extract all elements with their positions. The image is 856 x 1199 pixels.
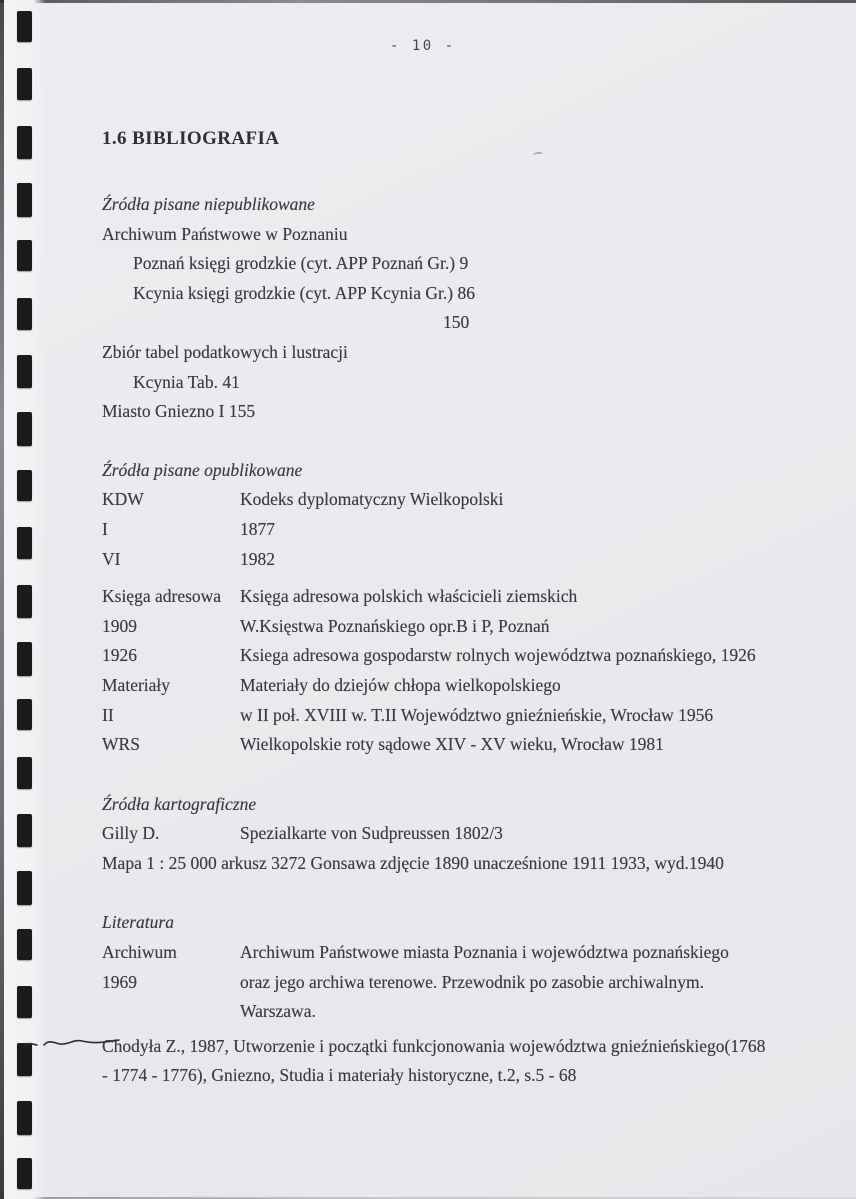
- bibliography-content: [102, 128, 818, 1091]
- bib-abbr: Gilly D.: [102, 823, 160, 844]
- bib-desc: Wielkopolskie roty sądowe XIV - XV wieku, Wrocław 1981: [240, 734, 664, 755]
- page-title: 1.6 BIBLIOGRAFIA: [102, 128, 280, 149]
- binding-hole: [17, 355, 32, 388]
- page-number: - 10 -: [390, 38, 456, 54]
- bib-desc: oraz jego archiwa terenowe. Przewodnik po zasobie archiwalnym.: [240, 971, 705, 992]
- binding-hole: [17, 929, 32, 960]
- bib-line: Mapa 1 : 25 000 arkusz 3272 Gonsawa zdjęcie 1890 unacześnione 1911 1933, wyd.1940: [102, 852, 724, 873]
- bib-line: - 1774 - 1776), Gniezno, Studia i materiały historyczne, t.2, s.5 - 68: [102, 1065, 577, 1086]
- bib-desc: Materiały do dziejów chłopa wielkopolskiego: [240, 674, 561, 695]
- bib-entry: [102, 819, 818, 849]
- bib-abbr: I: [102, 518, 108, 539]
- bib-entry: [102, 485, 818, 515]
- binding-hole: [17, 11, 32, 42]
- bib-abbr: 1909: [102, 615, 137, 636]
- bib-desc: W.Księstwa Poznańskiego opr.B i P, Poznań: [240, 615, 550, 636]
- binding-hole: [17, 412, 32, 446]
- bib-entry: [102, 671, 818, 701]
- binding-hole: [17, 986, 32, 1018]
- bib-abbr: 1926: [102, 645, 137, 666]
- bib-desc: w II poł. XVIII w. T.II Województwo gnieźnieńskie, Wrocław 1956: [240, 704, 714, 725]
- bib-abbr: KDW: [102, 489, 144, 510]
- bib-entry: [102, 701, 818, 731]
- bib-line: Chodyła Z., 1987, Utworzenie i początki funkcjonowania województwa gnieźnieńskiego(1768: [102, 1035, 766, 1056]
- bib-entry: [102, 515, 818, 545]
- binding-hole: [17, 298, 32, 330]
- bib-desc: Warszawa.: [240, 1001, 316, 1022]
- binding-hole: [17, 470, 32, 501]
- binding-hole: [17, 642, 32, 676]
- bib-entry: [102, 582, 818, 612]
- bib-entry: [102, 612, 818, 642]
- binding-hole: [17, 68, 32, 100]
- bib-desc: Kodeks dyplomatyczny Wielkopolski: [240, 489, 504, 510]
- subsection-title-cartographic: Źródła kartograficzne: [102, 793, 257, 814]
- bib-entry: [102, 997, 818, 1027]
- binding-hole: [17, 1101, 32, 1135]
- subsection-title-published: Źródła pisane opublikowane: [102, 459, 303, 480]
- bib-desc: Ksiega adresowa gospodarstw rolnych województwa poznańskiego, 1926: [240, 645, 756, 666]
- bib-abbr: II: [102, 704, 114, 725]
- bib-desc: 1877: [240, 518, 275, 539]
- bib-line: Kcynia Tab. 41: [133, 371, 240, 392]
- bib-entry: [102, 545, 818, 575]
- binding-hole: [17, 1158, 32, 1189]
- bib-line: Miasto Gniezno I 155: [102, 401, 256, 422]
- bib-entry: [102, 938, 818, 968]
- binding-hole: [17, 757, 32, 789]
- binding-hole: [17, 240, 32, 271]
- bib-line: Archiwum Państwowe w Poznaniu: [102, 223, 348, 244]
- bib-desc: 1982: [240, 548, 275, 569]
- binding-hole: [17, 585, 32, 618]
- binding-hole: [17, 126, 32, 159]
- subsection-title-unpublished: Źródła pisane niepublikowane: [102, 194, 315, 214]
- scan-edge-top: [0, 0, 856, 3]
- binding-hole: [17, 183, 32, 217]
- bib-abbr: VI: [102, 548, 121, 569]
- bib-desc: Spezialkarte von Sudpreussen 1802/3: [240, 823, 503, 844]
- bib-abbr: 1969: [102, 971, 137, 992]
- binding-hole: [17, 527, 32, 559]
- binding-hole: [17, 699, 32, 730]
- bib-desc: Archiwum Państwowe miasta Poznania i województwa poznańskiego: [240, 942, 729, 963]
- bib-line: Kcynia księgi grodzkie (cyt. APP Kcynia Gr.) 86: [133, 282, 475, 303]
- bib-abbr: Materiały: [102, 674, 171, 695]
- bib-line: 150: [443, 312, 470, 333]
- bib-entry: [102, 641, 818, 671]
- subsection-title-literature: Literatura: [102, 912, 174, 933]
- bib-abbr: WRS: [102, 734, 140, 755]
- binding-strip: [4, 0, 46, 1199]
- bib-abbr: Archiwum: [102, 942, 177, 963]
- bib-entry: [102, 968, 818, 998]
- bib-desc: Księga adresowa polskich właścicieli ziemskich: [240, 586, 578, 607]
- bib-line: Zbiór tabel podatkowych i lustracji: [102, 341, 348, 362]
- bib-abbr: [102, 997, 240, 1027]
- binding-hole: [17, 814, 32, 847]
- pen-mark: [22, 1034, 122, 1050]
- bib-abbr: Księga adresowa: [102, 586, 222, 607]
- binding-hole: [17, 871, 32, 905]
- bib-entry: [102, 730, 818, 760]
- bib-line: Poznań księgi grodzkie (cyt. APP Poznań Gr.) 9: [133, 253, 469, 274]
